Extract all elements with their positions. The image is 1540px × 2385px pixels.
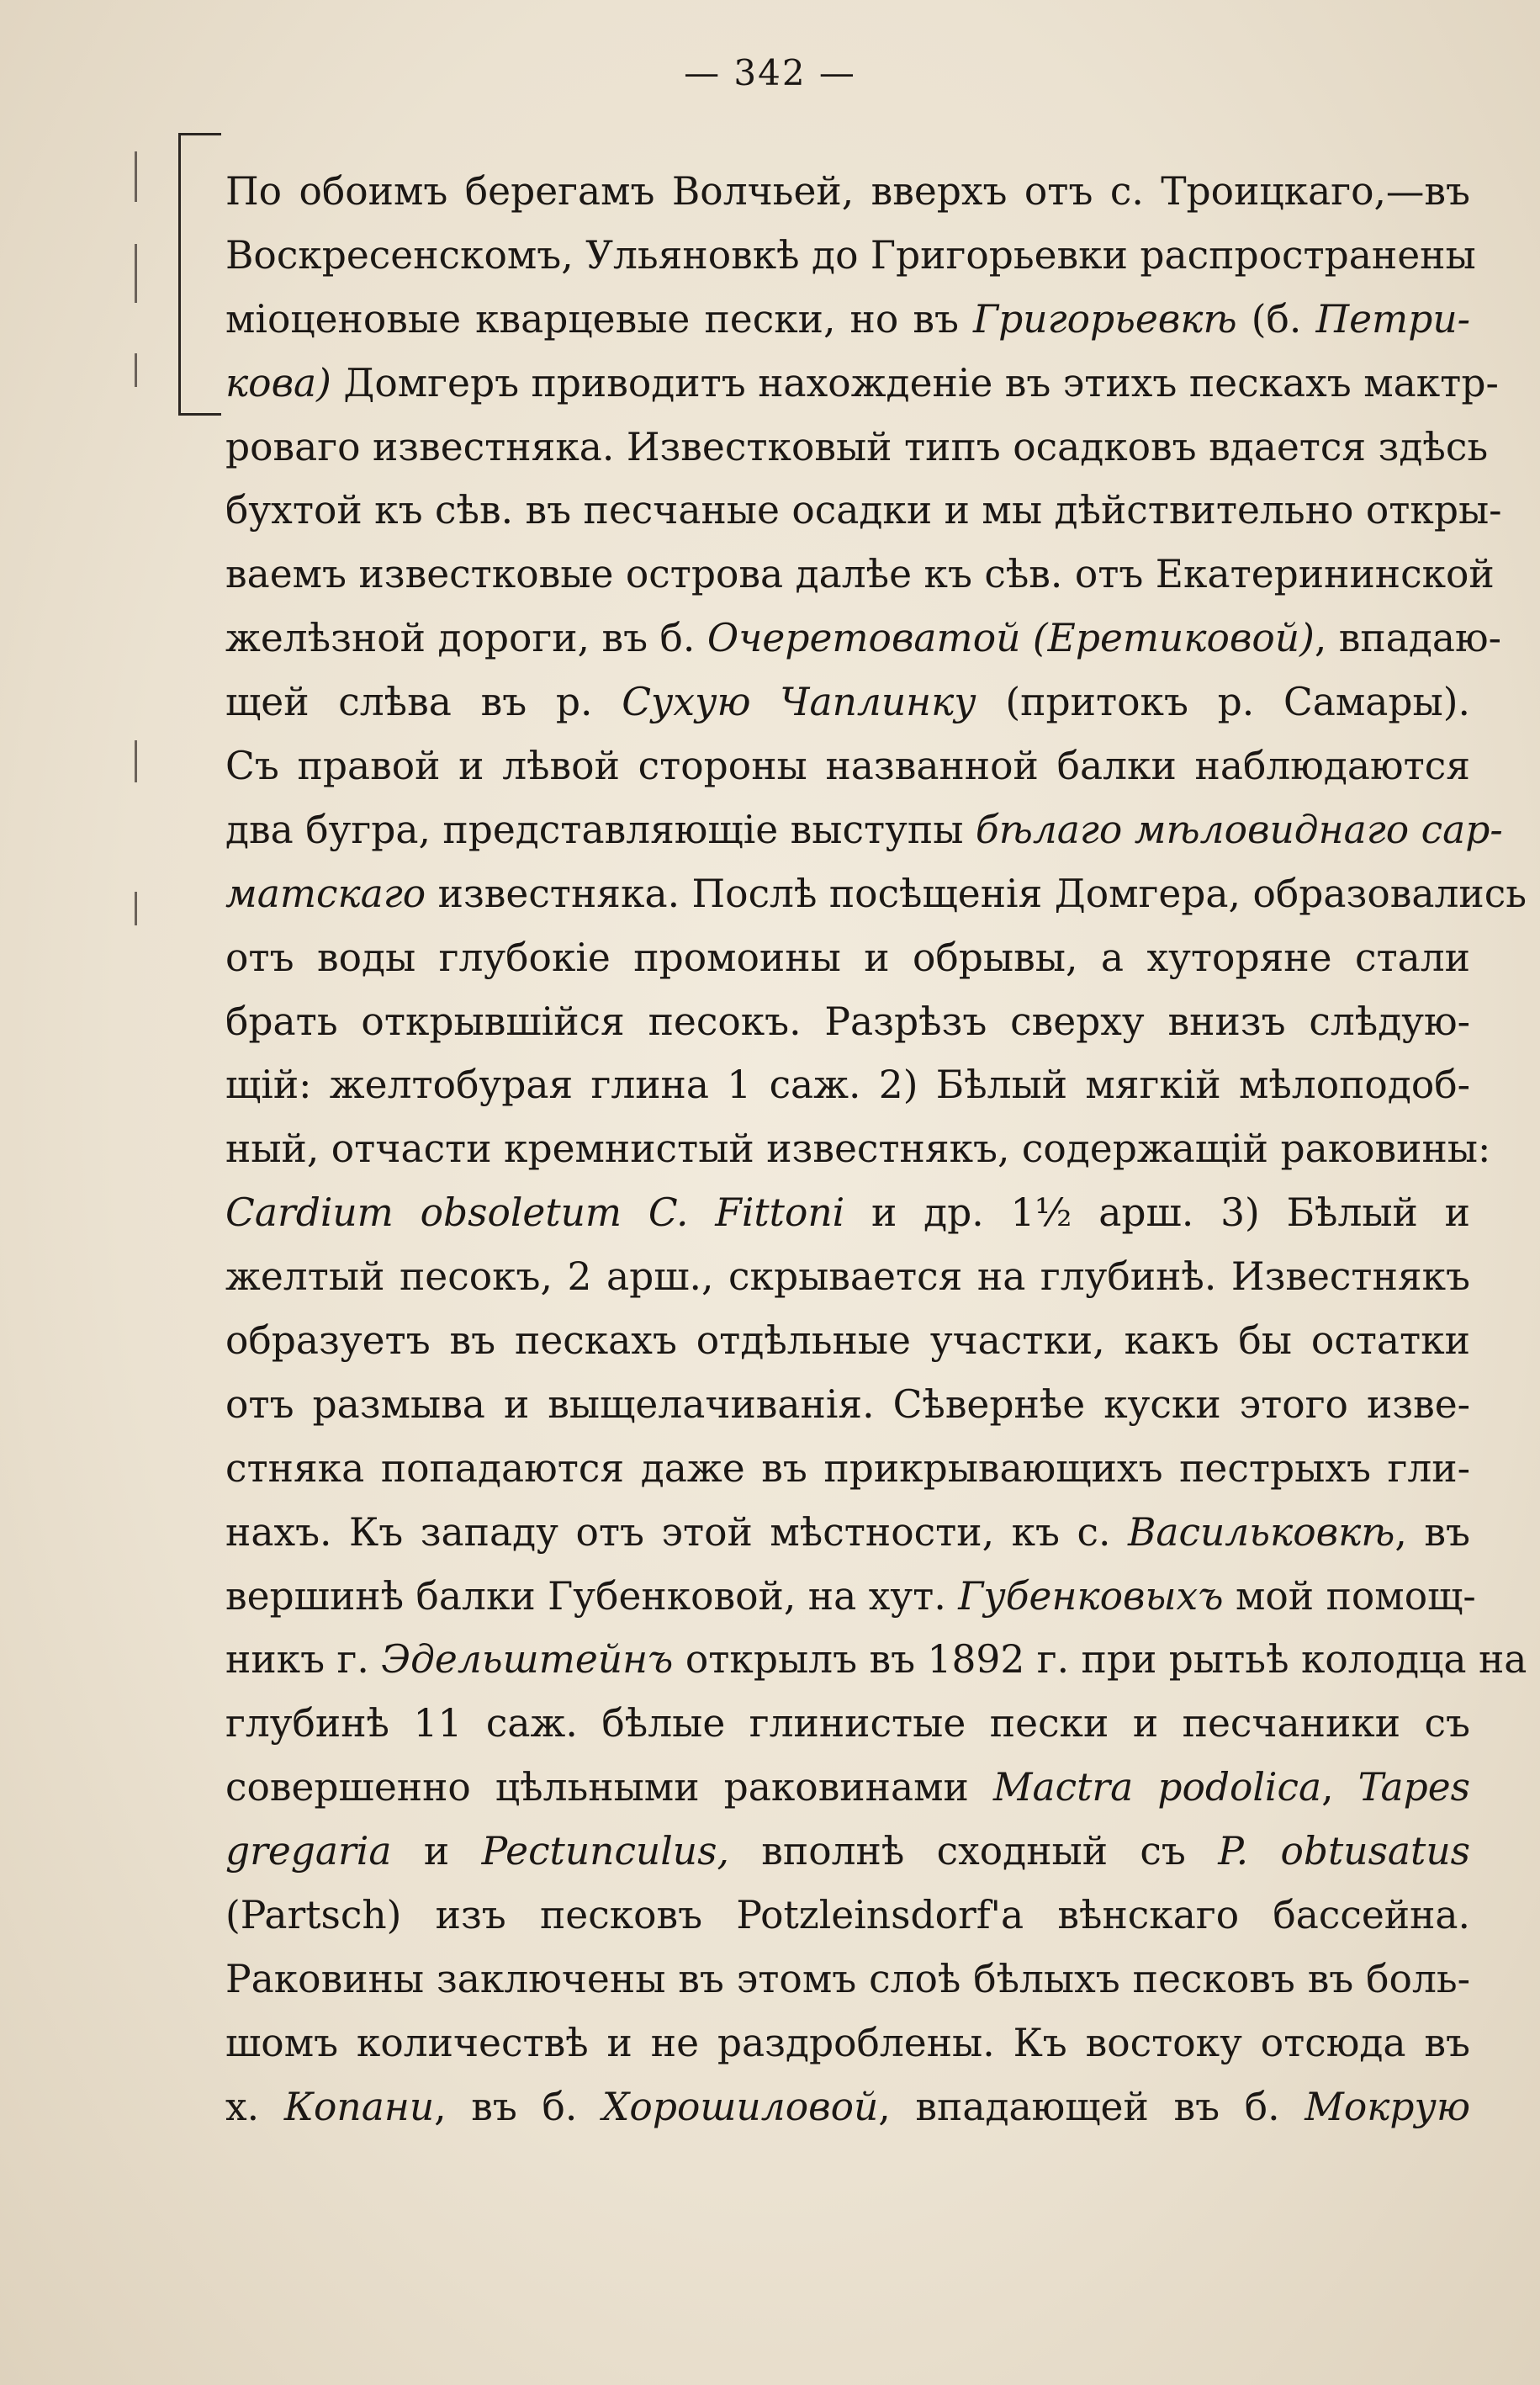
text-segment: вполнѣ сходный съ — [728, 1829, 1219, 1874]
text-segment: , — [1321, 1765, 1358, 1810]
text-segment: Раковины заключены въ этомъ слоѣ бѣлыхъ песковъ въ боль- — [225, 1956, 1470, 2001]
text-segment: Домгеръ приводитъ нахожденіе въ этихъ пескахъ мактр- — [331, 360, 1499, 405]
italic-segment: gregaria — [225, 1829, 392, 1874]
italic-segment: Петри- — [1315, 296, 1470, 342]
text-segment: , впадаю- — [1314, 616, 1501, 661]
text-line — [225, 1948, 1470, 2011]
text-line — [225, 1373, 1470, 1437]
text-line — [225, 734, 1470, 798]
text-line — [225, 543, 1495, 607]
italic-segment: бѣлаго мѣловиднаго сар- — [975, 807, 1503, 852]
italic-segment: Васильковкѣ — [1127, 1509, 1395, 1555]
text-segment: , въ б. — [434, 2084, 603, 2129]
text-segment: , впадающей въ б. — [878, 2084, 1305, 2129]
text-segment: нахъ. Къ западу отъ этой мѣстности, къ с. — [225, 1509, 1128, 1555]
text-segment: мой помощ- — [1223, 1573, 1476, 1619]
text-segment: По обоимъ берегамъ Волчьей, вверхъ отъ с. Троицкаго,—въ — [225, 169, 1470, 214]
text-line — [225, 1756, 1470, 1820]
text-line — [225, 862, 1527, 926]
text-segment: и — [391, 1829, 482, 1874]
text-segment: брать открывшійся песокъ. Разрѣзъ сверху внизъ слѣдую- — [225, 999, 1470, 1044]
text-line — [225, 1628, 1527, 1692]
text-line — [225, 160, 1470, 224]
text-line — [225, 288, 1470, 352]
text-line — [225, 1309, 1470, 1373]
text-segment: бухтой къ сѣв. въ песчаные осадки и мы дѣйствительно откры- — [225, 488, 1502, 533]
text-line — [225, 224, 1476, 288]
text-segment: вершинѣ балки Губенковой, на хут. — [225, 1573, 959, 1619]
text-line — [225, 352, 1499, 416]
text-segment: совершенно цѣльными раковинами — [225, 1765, 993, 1810]
text-line — [225, 2011, 1470, 2075]
text-segment: х. — [225, 2084, 284, 2129]
text-line — [225, 1181, 1470, 1245]
text-segment: открылъ въ 1892 г. при рытьѣ колодца на — [673, 1637, 1527, 1683]
text-segment: глубинѣ 11 саж. бѣлые глинистые пески и песчаники съ — [225, 1701, 1470, 1746]
text-segment: , въ — [1394, 1509, 1470, 1555]
italic-segment: Хорошиловой — [602, 2084, 879, 2129]
text-line — [225, 1565, 1476, 1629]
text-line — [225, 1501, 1470, 1565]
text-segment: отъ воды глубокіе промоины и обрывы, а хуторяне стали — [225, 935, 1470, 980]
text-line — [225, 1117, 1491, 1181]
text-line — [225, 1053, 1470, 1117]
italic-segment: Tapes — [1357, 1765, 1470, 1810]
margin-bracket-mark — [178, 133, 221, 416]
text-segment: никъ г. — [225, 1637, 382, 1683]
text-line — [225, 416, 1489, 480]
italic-segment: Губенковыхъ — [958, 1573, 1224, 1619]
text-line — [225, 926, 1470, 990]
italic-segment: Очеретоватой (Еретиковой) — [706, 616, 1315, 661]
text-segment: отъ размыва и выщелачиванія. Сѣвернѣе куски этого изве- — [225, 1381, 1470, 1427]
text-line — [225, 2075, 1470, 2139]
text-segment: ный, отчасти кремнистый известнякъ, содержащій раковины: — [225, 1126, 1491, 1172]
text-segment: шомъ количествѣ и не раздроблены. Къ востоку отсюда въ — [225, 2020, 1470, 2065]
text-line — [225, 990, 1470, 1054]
text-segment: два бугра, представляющіе выступы — [225, 807, 976, 852]
text-line — [225, 1245, 1470, 1309]
text-segment: щій: желтобурая глина 1 саж. 2) Бѣлый мягкій мѣлоподоб- — [225, 1063, 1470, 1108]
italic-segment: Григорьевкѣ — [973, 296, 1237, 342]
text-segment: желѣзной дороги, въ б. — [225, 616, 707, 661]
text-segment: міоценовые кварцевые пески, но въ — [225, 296, 974, 342]
text-segment: роваго известняка. Известковый типъ осадковъ вдается здѣсь — [225, 424, 1489, 469]
italic-segment: Pectunculus, — [481, 1829, 729, 1874]
page-number: — 342 — — [684, 52, 856, 93]
text-line — [225, 1692, 1470, 1756]
italic-segment: P. obtusatus — [1218, 1829, 1470, 1874]
body-text — [225, 160, 1527, 2139]
text-line — [225, 1820, 1470, 1884]
text-segment: желтый песокъ, 2 арш., скрывается на глубинѣ. Известнякъ — [225, 1254, 1470, 1300]
text-line — [225, 798, 1503, 862]
text-segment: известняка. Послѣ посѣщенія Домгера, образовались — [426, 871, 1527, 916]
text-segment: (притокъ р. Самары). — [976, 680, 1470, 725]
text-segment: образуетъ въ пескахъ отдѣльные участки, какъ бы остатки — [225, 1318, 1470, 1364]
italic-segment: матскаго — [225, 871, 426, 916]
text-segment: Съ правой и лѣвой стороны названной балки наблюдаются — [225, 744, 1470, 789]
page-edge-marks — [135, 151, 146, 993]
italic-segment: Cardium obsoletum C. Fittoni — [225, 1190, 845, 1236]
text-segment: ваемъ известковые острова далѣе къ сѣв. отъ Екатерининской — [225, 552, 1495, 597]
text-segment: (б. — [1236, 296, 1316, 342]
italic-segment: Сухую Чаплинку — [622, 680, 976, 725]
text-segment: Воскресенскомъ, Ульяновкѣ до Григорьевки распространены — [225, 232, 1476, 278]
italic-segment: Копани — [283, 2084, 435, 2129]
text-line — [225, 1437, 1470, 1501]
italic-segment: кова) — [225, 360, 331, 405]
text-segment: (Partsch) изъ песковъ Potzleinsdorf'а вѣнскаго бассейна. — [225, 1893, 1470, 1938]
text-line — [225, 1884, 1470, 1948]
text-line — [225, 670, 1470, 734]
text-segment: щей слѣва въ р. — [225, 680, 622, 725]
text-segment: и др. 1½ арш. 3) Бѣлый и — [844, 1190, 1470, 1236]
italic-segment: Мокрую — [1305, 2084, 1470, 2129]
text-line — [225, 479, 1502, 543]
text-segment: стняка попадаются даже въ прикрывающихъ пестрыхъ гли- — [225, 1445, 1470, 1491]
italic-segment: Эдельштейнъ — [381, 1637, 674, 1683]
italic-segment: Mactra podolica — [992, 1765, 1322, 1810]
text-line — [225, 607, 1501, 670]
